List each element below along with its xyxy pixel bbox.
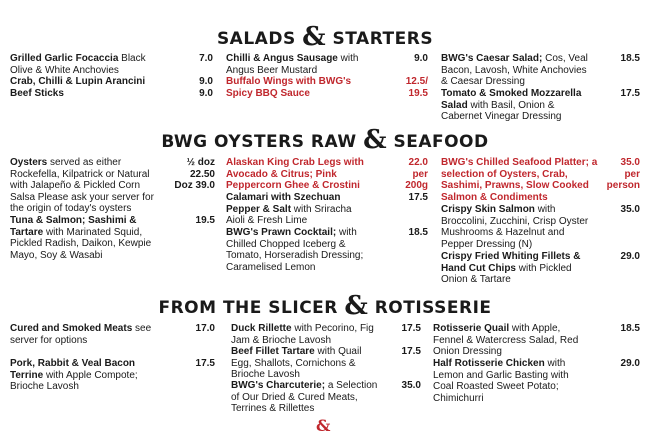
- item-desc: Chilled Chopped Iceberg &: [226, 238, 346, 250]
- item-desc: Mayo, Soy & Wasabi: [10, 249, 103, 261]
- menu-item-fillet-tartare: [231, 346, 396, 381]
- item-price: [595, 157, 640, 192]
- item-price: 29.0: [620, 251, 640, 262]
- item-desc: Chimichurri: [433, 392, 484, 404]
- price-unit: per: [412, 168, 428, 180]
- item-price: 18.5: [620, 53, 640, 64]
- menu-item-pork-terrine: [10, 358, 180, 393]
- item-desc: with Apple,: [509, 323, 561, 334]
- heading-right: ROTISSERIE: [374, 298, 492, 318]
- menu-item-whiting: [441, 251, 611, 286]
- item-desc: Rockefella, Kilpatrick or Natural: [10, 168, 150, 180]
- item-price: 18.5: [620, 323, 640, 334]
- heading-right: STARTERS: [332, 29, 434, 49]
- item-desc: Olive & White Anchovies: [10, 64, 119, 76]
- item-name: Salmon & Condiments: [441, 191, 548, 203]
- item-desc: Mushrooms & Hazelnut and: [441, 227, 565, 238]
- item-desc: Jam & Brioche Lavosh: [231, 334, 332, 346]
- item-name: Crispy Skin Salmon: [441, 204, 535, 215]
- item-name: BWG's Caesar Salad;: [441, 53, 543, 64]
- item-price: 9.0: [199, 76, 213, 87]
- item-desc: Aioli & Fresh Lime: [226, 215, 308, 226]
- item-desc: with: [336, 227, 357, 238]
- item-name: Grilled Garlic Focaccia: [10, 53, 119, 64]
- menu-item-focaccia: [10, 53, 190, 76]
- item-name: Tuna & Salmon; Sashimi &: [10, 215, 137, 226]
- price-amount: 22.0: [408, 157, 428, 168]
- item-name: Chilli & Angus Sausage: [226, 53, 338, 64]
- price-half-dozen: 22.50: [189, 168, 215, 180]
- item-desc: with Basil, Onion &: [467, 99, 555, 111]
- item-name: Pork, Rabbit & Veal Bacon: [10, 358, 136, 369]
- item-name: selection of Oysters, Crab,: [441, 168, 568, 180]
- item-name: Peppercorn Ghee & Crostini: [226, 180, 360, 191]
- item-name: BWG's Chilled Seafood Platter; a: [441, 157, 598, 168]
- item-name: Avocado & Citrus; Pink: [226, 168, 337, 180]
- menu-item-charcuterie: [231, 380, 396, 415]
- item-desc: a Selection: [325, 380, 378, 391]
- heading-right: SEAFOOD: [393, 132, 489, 152]
- heading-left: SALADS: [216, 29, 296, 49]
- item-price: 17.5: [620, 88, 640, 99]
- item-desc: with: [534, 204, 556, 215]
- item-desc: with: [544, 358, 566, 369]
- item-desc: the origin of today's oysters: [10, 203, 132, 214]
- section-heading-slicer: [0, 291, 650, 321]
- menu-item-calamari: [226, 192, 396, 227]
- menu-item-cured-meats: [10, 323, 180, 346]
- item-name: Beef Fillet Tartare: [231, 346, 315, 357]
- menu-item-prawn-cocktail: [226, 227, 396, 273]
- item-name: Oysters: [10, 157, 48, 168]
- item-desc: with Marinated Squid,: [43, 226, 143, 238]
- price-amount: 35.0: [620, 157, 640, 168]
- item-name: Cured and Smoked Meats: [10, 323, 133, 334]
- section-heading-oysters: [0, 125, 650, 155]
- menu-item-rotisserie-quail: [433, 323, 608, 358]
- item-name: Half Rotisserie Chicken: [433, 358, 545, 369]
- item-name: Rotisserie Quail: [433, 323, 510, 334]
- item-desc: Broccolini, Zucchini, Crisp Oyster: [441, 215, 589, 227]
- item-desc: Cos, Veal: [542, 53, 588, 64]
- item-desc: Cabernet Vinegar Dressing: [441, 111, 562, 122]
- menu-item-buffalo-wings: [226, 76, 396, 99]
- item-name: Crispy Fried Whiting Fillets &: [441, 251, 581, 262]
- item-price: 29.0: [620, 358, 640, 369]
- item-name: Hand Cut Chips: [441, 262, 516, 274]
- item-name: Terrine: [10, 369, 44, 381]
- section-heading-salads: [0, 22, 650, 52]
- item-desc: with Apple Compote;: [43, 369, 138, 381]
- item-desc: server for options: [10, 334, 88, 346]
- item-price: [160, 157, 215, 192]
- item-desc: Coal Roasted Sweet Potato;: [433, 381, 559, 392]
- menu-item-duck-rillette: [231, 323, 396, 346]
- item-price: 17.5: [408, 192, 428, 203]
- menu-item-crispy-salmon: [441, 204, 611, 250]
- item-desc: Caramelised Lemon: [226, 261, 316, 273]
- menu-item-arancini: Crab, Chilli & Lupin Arancini: [10, 76, 146, 87]
- item-desc: Bacon, Lavosh, White Anchovies: [441, 64, 587, 76]
- heading-left: FROM THE SLICER: [158, 298, 338, 318]
- item-desc: with Pickled: [516, 262, 572, 274]
- item-name: BWG's Charcuterie;: [231, 380, 326, 391]
- ampersand-icon: &: [363, 125, 388, 155]
- item-name: Calamari with Szechuan: [226, 192, 341, 203]
- price-small: 12.5/: [405, 76, 428, 87]
- item-desc: of Our Dried & Cured Meats,: [231, 391, 358, 403]
- item-price: [385, 157, 428, 192]
- item-desc: Pickled Radish, Daikon, Kewpie: [10, 238, 152, 249]
- heading-left: BWG OYSTERS RAW: [161, 132, 357, 152]
- item-desc: with Jalapeño & Pickled Corn: [10, 180, 141, 191]
- ampersand-icon: &: [344, 291, 369, 321]
- item-name: Tomato & Smoked Mozzarella: [441, 88, 582, 99]
- item-desc: served as either: [47, 157, 122, 168]
- item-desc: Brioche Lavosh: [10, 381, 79, 392]
- item-price: 17.0: [195, 323, 215, 334]
- item-name: Sashimi, Prawns, Slow Cooked: [441, 180, 589, 191]
- item-price: 35.0: [401, 380, 421, 391]
- item-desc: with Sriracha: [291, 203, 352, 215]
- item-name: Pepper & Salt: [226, 203, 292, 215]
- menu-item-tuna-salmon: [10, 215, 180, 261]
- item-desc: Angus Beer Mustard: [226, 64, 318, 76]
- item-desc: & Caesar Dressing: [441, 76, 525, 87]
- item-desc: Salsa Please ask your server for: [10, 191, 154, 203]
- price-unit: per: [624, 168, 640, 180]
- price-half-dozen-label: ½ doz: [186, 157, 215, 168]
- item-price: 7.0: [199, 53, 213, 64]
- item-price: [385, 76, 428, 99]
- item-desc: Onion & Tartare: [441, 274, 511, 285]
- item-name: Alaskan King Crab Legs with: [226, 157, 364, 168]
- menu-item-rotisserie-chicken: [433, 358, 608, 404]
- menu-item-king-crab: [226, 157, 396, 192]
- item-price: 9.0: [414, 53, 428, 64]
- item-desc: Terrines & Rillettes: [231, 403, 315, 414]
- item-price: 9.0: [199, 88, 213, 99]
- menu-item-sausage: [226, 53, 396, 76]
- item-price: 18.5: [408, 227, 428, 238]
- item-price: 19.5: [195, 215, 215, 226]
- item-name: Spicy BBQ Sauce: [226, 87, 310, 99]
- menu-item-oysters: [10, 157, 180, 215]
- item-desc: Black: [118, 53, 146, 64]
- item-price: 17.5: [401, 346, 421, 357]
- item-price: 17.5: [401, 323, 421, 334]
- item-name: Salad: [441, 99, 468, 111]
- item-name: Tartare: [10, 226, 44, 238]
- item-name: Duck Rillette: [231, 323, 292, 334]
- price-unit: person: [606, 180, 640, 191]
- menu-item-tomato-salad: [441, 88, 611, 123]
- item-desc: Tomato, Horseradish Dressing;: [226, 250, 364, 261]
- item-desc: Fennel & Watercress Salad, Red: [433, 334, 579, 346]
- item-name: BWG's Prawn Cocktail;: [226, 227, 337, 238]
- item-desc: with: [337, 53, 359, 64]
- price-unit: 200g: [405, 180, 428, 191]
- menu-item-beef-sticks: Beef Sticks: [10, 88, 64, 99]
- item-desc: Pepper Dressing (N): [441, 238, 533, 250]
- item-price: 35.0: [620, 204, 640, 215]
- ampersand-icon: &: [302, 22, 327, 52]
- item-desc: Egg, Shallots, Cornichons &: [231, 357, 356, 369]
- item-name: Buffalo Wings with BWG's: [226, 76, 352, 87]
- menu-item-caesar: [441, 53, 611, 88]
- price-dozen: Doz 39.0: [174, 180, 215, 191]
- item-desc: Lemon and Garlic Basting with: [433, 369, 569, 381]
- price-large: 19.5: [408, 87, 428, 99]
- ampersand-icon: [316, 416, 331, 435]
- menu-item-seafood-platter: [441, 157, 616, 203]
- item-desc: Brioche Lavosh: [231, 369, 300, 380]
- item-desc: with Pecorino, Fig: [291, 323, 374, 334]
- item-price: 17.5: [195, 358, 215, 369]
- next-heading-ampersand: &: [316, 416, 331, 435]
- item-desc: Onion Dressing: [433, 346, 502, 357]
- item-desc: see: [132, 323, 152, 334]
- item-desc: with Quail: [314, 346, 362, 357]
